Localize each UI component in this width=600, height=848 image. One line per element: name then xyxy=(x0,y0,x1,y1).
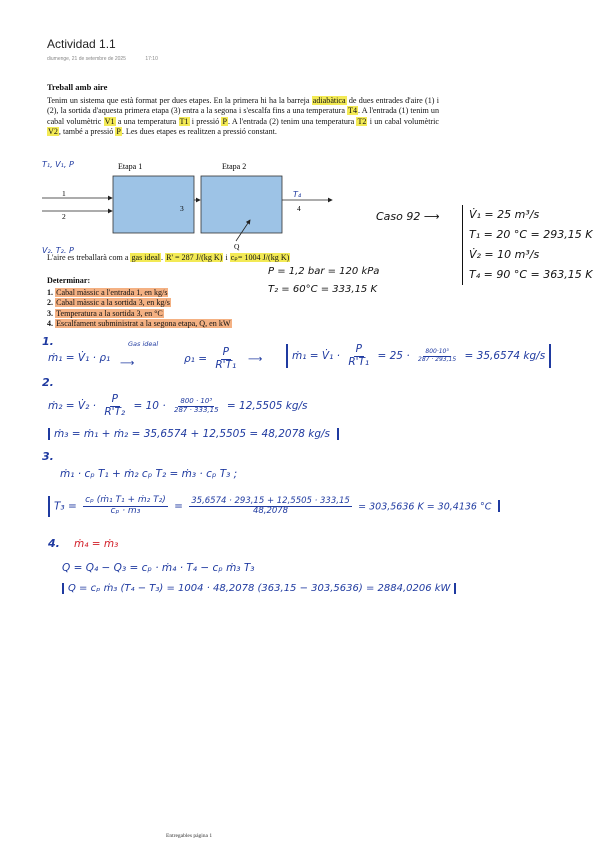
frac-den: R'T₁ xyxy=(215,358,237,371)
text-run: a una temperatura xyxy=(115,116,179,126)
item-text: Escalfament subministrat a la segona etapa, Q, en kW xyxy=(56,319,231,329)
hw-fraction xyxy=(83,496,168,517)
hw-inlet1-label: T₁, V₁, P xyxy=(42,160,74,169)
hw-text: = 35,6574 kg/s xyxy=(464,350,546,363)
hw-step1-rho xyxy=(184,347,241,371)
frac-den: cₚ · ṁ₃ xyxy=(110,505,141,516)
frac-num: P xyxy=(222,346,229,358)
hw-text: ṁ₂ = V̇₂ · xyxy=(48,400,96,413)
item-number: 2. xyxy=(47,298,54,308)
text-run: i xyxy=(223,253,230,262)
hw-rho-lhs: ρ₁ = xyxy=(184,353,208,366)
highlight-t2: T2 xyxy=(357,116,367,126)
etapa2-label: Etapa 2 xyxy=(222,162,247,171)
item-number: 4. xyxy=(47,319,54,329)
highlight-v1: V1 xyxy=(104,116,115,126)
item-text: Temperatura a la sortida 3, en °C xyxy=(56,308,163,318)
frac-den: 287 · 293,15 xyxy=(418,355,457,363)
text-run: . Les dues etapes es realitzen a pressió constant. xyxy=(121,127,277,137)
highlight-cp: cₚ= 1004 J/(kg K) xyxy=(230,253,290,262)
etapa1-label: Etapa 1 xyxy=(118,162,143,171)
hw-pressure: P = 1,2 bar = 120 kPa xyxy=(268,266,380,277)
hw-step2-label: 2. xyxy=(42,376,54,389)
problem-paragraph xyxy=(47,96,439,138)
heat-label: Q xyxy=(234,242,240,251)
problem-statement xyxy=(47,82,439,138)
hw-step2-m3 xyxy=(48,428,339,440)
hw-step4-mass-equality: ṁ₄ = ṁ₃ xyxy=(74,538,119,550)
determine-title: Determinar: xyxy=(47,276,91,285)
text-run: Tenim un sistema que està format per dues etapes. En la primera hi ha la barreja xyxy=(47,95,312,105)
hw-step4-result xyxy=(62,583,456,594)
hw-step1-arrow2: ⟶ xyxy=(248,354,263,365)
highlight-t1: T1 xyxy=(179,116,189,126)
page-title: Actividad 1.1 xyxy=(47,37,116,51)
hw-step4-energy: Q = Q₄ − Q₃ = cₚ · ṁ₄ · T₄ − cₚ ṁ₃ T₃ xyxy=(62,562,255,574)
hw-step4-label: 4. xyxy=(48,537,60,550)
hw-fraction xyxy=(172,398,221,414)
hw-data-v2: V̇₂ = 10 m³/s xyxy=(469,248,540,261)
hw-text: = xyxy=(174,500,183,513)
item-text: Cabal màssic a l'entrada 1, en kg/s xyxy=(56,287,168,297)
text-run: i un cabal volumètric xyxy=(367,116,439,126)
hw-outlet4-label: T₄ xyxy=(293,190,302,199)
item-number: 1. xyxy=(47,287,54,297)
hw-step1-note: Gas ideal xyxy=(128,340,159,348)
date-text: diumenge, 21 de setembre de 2025 xyxy=(47,56,126,62)
hw-step3-label: 3. xyxy=(42,450,54,463)
text-run: . xyxy=(161,253,166,262)
determine-section xyxy=(47,276,232,330)
highlight-r: R' = 287 J/(kg K) xyxy=(166,253,223,262)
determine-item-3 xyxy=(47,309,232,320)
page-date xyxy=(47,56,176,62)
item-number: 3. xyxy=(47,308,54,318)
hw-step1-label: 1. xyxy=(42,335,54,348)
text-run: , també a pressió xyxy=(58,127,116,137)
hw-box-end xyxy=(450,583,455,594)
ideal-gas-line xyxy=(47,252,447,262)
inlet1-number: 1 xyxy=(62,189,66,198)
hw-text: = 25 · xyxy=(377,350,410,363)
hw-fraction xyxy=(189,497,352,517)
hw-text: = 12,5505 kg/s xyxy=(226,400,308,413)
highlight-p2: P xyxy=(116,127,121,137)
hw-case-label: Caso 92 ⟶ xyxy=(376,210,440,223)
text-run: i pressió xyxy=(189,116,222,126)
determine-item-2 xyxy=(47,298,232,309)
inlet2-number: 2 xyxy=(62,212,66,221)
determine-item-1 xyxy=(47,288,232,299)
hw-rho-fraction xyxy=(213,347,238,371)
hw-step1-arrow: ⟶ xyxy=(120,358,135,369)
hw-text: = 303,5636 K = 30,4136 °C xyxy=(358,501,492,513)
hw-box-end xyxy=(334,428,339,440)
time-text: 17:10 xyxy=(145,56,158,62)
frac-num: cₚ (ṁ₁ T₁ + ṁ₂ T₂) xyxy=(85,495,166,505)
frac-den: 287 · 333,15 xyxy=(174,405,219,414)
frac-num: P xyxy=(355,343,362,355)
hw-step1-mass-eq: ṁ₁ = V̇₁ · ρ₁ xyxy=(48,352,111,364)
text-run: L'aire es treballarà com a xyxy=(47,253,131,262)
highlight-t4: T4 xyxy=(348,106,358,116)
hw-inlet2-label: V₂, T₂, P xyxy=(42,246,74,253)
frac-num: P xyxy=(111,393,118,405)
hw-data-t4: T₄ = 90 °C = 363,15 K xyxy=(469,268,593,281)
process-diagram xyxy=(40,155,340,253)
highlight-gas-ideal: gas ideal xyxy=(131,253,161,262)
frac-den: 48,2078 xyxy=(252,505,289,516)
hw-data-t1: T₁ = 20 °C = 293,15 K xyxy=(469,228,593,241)
text-run: . A l'entrada (1) tenim un cabal volumètric xyxy=(47,106,439,126)
problem-heading: Treball amb aire xyxy=(47,82,108,92)
hw-text: ṁ₁ = V̇₁ · xyxy=(292,350,340,363)
hw-data-list xyxy=(462,205,592,285)
frac-den: R'T₂ xyxy=(104,405,126,418)
stream3-number: 3 xyxy=(180,204,184,213)
frac-num: 35,6574 · 293,15 + 12,5505 · 333,15 xyxy=(191,495,350,506)
highlight-v2: V2 xyxy=(48,127,58,137)
hw-text: ṁ₃ = ṁ₁ + ṁ₂ = 35,6574 + 12,5505 = 48,2078 kg/s xyxy=(54,428,331,440)
page-footer: Entregables página 1 xyxy=(166,833,213,839)
hw-step3-balance: ṁ₁ · cₚ T₁ + ṁ₂ cₚ T₂ = ṁ₃ · cₚ T₃ ; xyxy=(60,468,238,480)
frac-den: R'T₁ xyxy=(348,355,370,368)
text-run: . A l'entrada (2) tenim una temperatura xyxy=(227,116,357,126)
hw-text: = 10 · xyxy=(133,400,166,413)
highlight-p1: P xyxy=(222,116,227,126)
hw-t2: T₂ = 60°C = 333,15 K xyxy=(268,284,378,295)
hw-text: Q = cₚ ṁ₃ (T₄ − T₃) = 1004 · 48,2078 (363,15 − 303,5636) = 2884,0206 kW xyxy=(68,583,451,594)
determine-item-4 xyxy=(47,319,232,330)
text-run: de dues entrades d'aire (1) i (2), la sortida d'aquesta primera etapa (3) entra a la segona i s'escalfa fins a una temperatura xyxy=(47,95,440,116)
item-text: Cabal màssic a la sortida 3, en kg/s xyxy=(56,298,170,308)
hw-data-v1: V̇₁ = 25 m³/s xyxy=(469,208,540,221)
hw-step3-result xyxy=(48,496,500,517)
frac-num: 800·10³ xyxy=(425,347,449,355)
hw-step1-result xyxy=(286,344,551,368)
hw-box-end xyxy=(495,500,500,512)
hw-fraction xyxy=(346,344,371,368)
etapa2-box xyxy=(201,176,282,233)
highlight-adiabatic: adiabàtica xyxy=(312,95,346,105)
hw-step2-eq xyxy=(48,394,308,418)
frac-num: 800 · 10³ xyxy=(180,396,213,405)
hw-fraction xyxy=(102,394,127,418)
outlet4-number: 4 xyxy=(297,204,301,213)
hw-text: T₃ = xyxy=(54,500,77,513)
hw-fraction xyxy=(416,349,458,363)
